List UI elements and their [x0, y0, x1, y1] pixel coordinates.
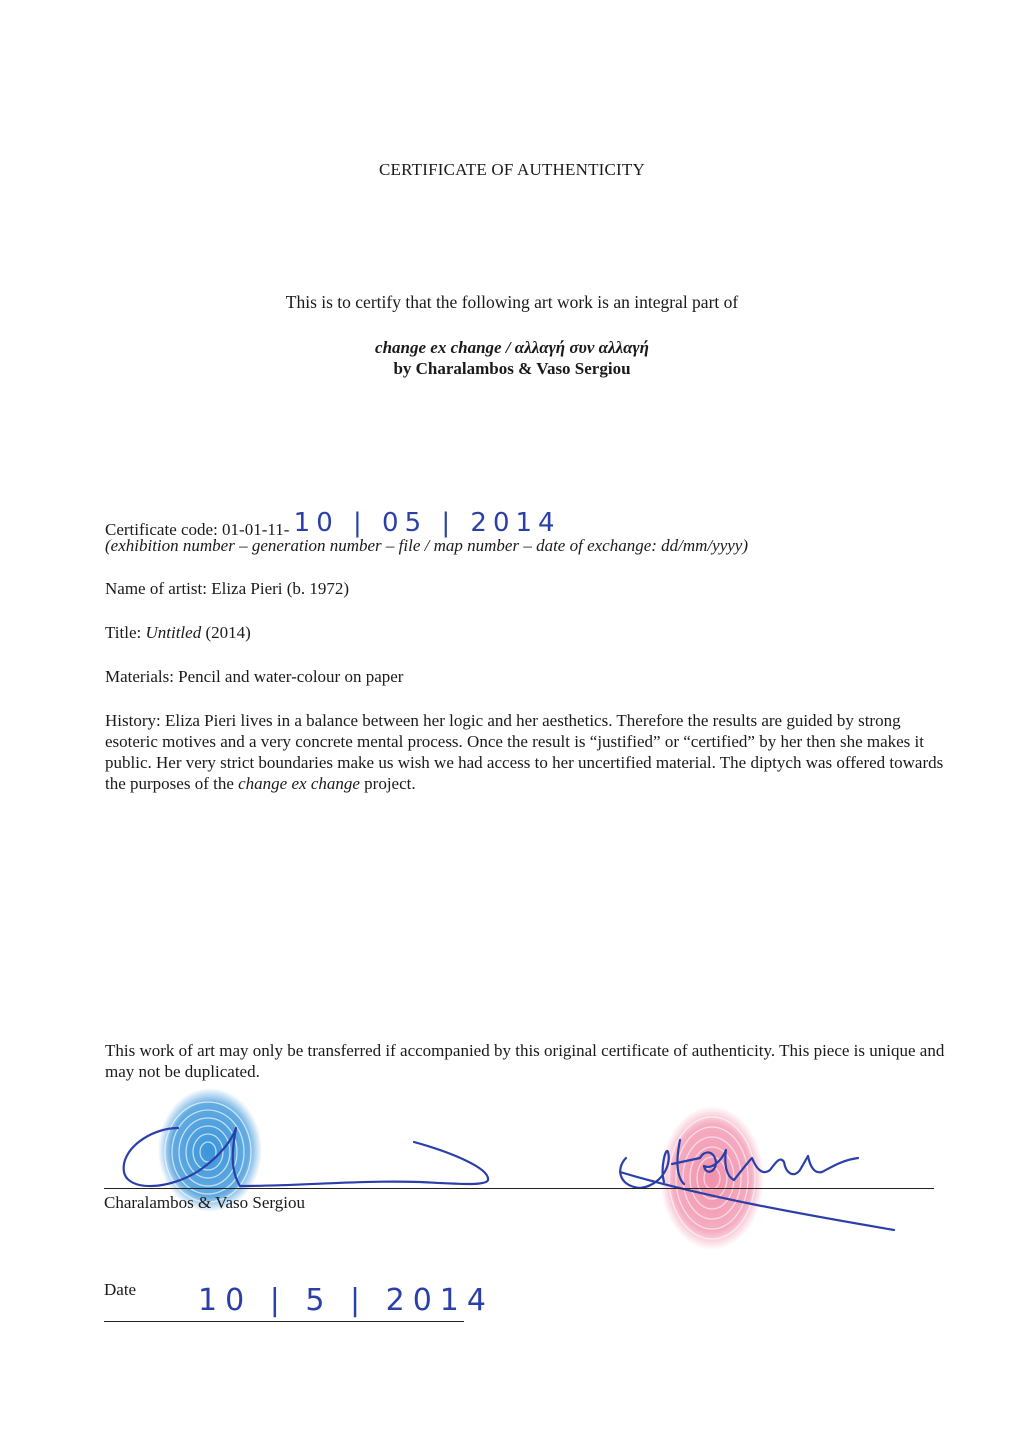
history-project-name: change ex change	[238, 774, 360, 793]
history-text: Eliza Pieri lives in a balance between her logic and her aesthetics. Therefore the results are guided by strong esoteric motives and a very concrete mental process. Once the result is “justified” or “certified” by her then she makes it public. Her very strict boundaries make us wish we had access to her uncertified material. The diptych was offered towards the purposes of the	[105, 711, 944, 793]
certificate-title: CERTIFICATE OF AUTHENTICITY	[379, 160, 645, 179]
date-line	[104, 1321, 464, 1322]
artwork-year: (2014)	[205, 623, 251, 642]
artwork-title-value: Untitled	[145, 623, 202, 642]
certificate-code-handwritten: 10 | 05 | 2014	[293, 508, 561, 538]
date-label: Date	[104, 1280, 137, 1299]
materials-value: Pencil and water-colour on paper	[178, 667, 404, 686]
project-authors: by Charalambos & Vaso Sergiou	[393, 359, 631, 378]
date-handwritten: 10 | 5 | 2014	[198, 1283, 494, 1318]
signature-label: Charalambos & Vaso Sergiou	[104, 1193, 305, 1212]
certificate-code-explanation: (exhibition number – generation number – file / map number – date of exchange: dd/mm/yyyy)	[105, 536, 749, 555]
project-title: change ex change / αλλαγή συν αλλαγή	[375, 338, 649, 357]
history-text-end: project.	[364, 774, 416, 793]
signature-line	[104, 1188, 934, 1189]
certification-intro: This is to certify that the following art work is an integral part of	[285, 292, 739, 312]
right-fingerprint	[660, 1106, 764, 1250]
materials-label: Materials:	[105, 667, 174, 686]
artist-value: Eliza Pieri (b. 1972)	[211, 579, 350, 598]
artist-label: Name of artist:	[105, 579, 207, 598]
transfer-note: This work of art may only be transferred if accompanied by this original certificate of authenticity. This piece is unique and may not be duplicated.	[105, 1041, 945, 1081]
history-label: History:	[105, 711, 161, 730]
certificate-code-label: Certificate code: 01-01-11-	[105, 520, 290, 539]
artwork-title-label: Title:	[105, 623, 142, 642]
